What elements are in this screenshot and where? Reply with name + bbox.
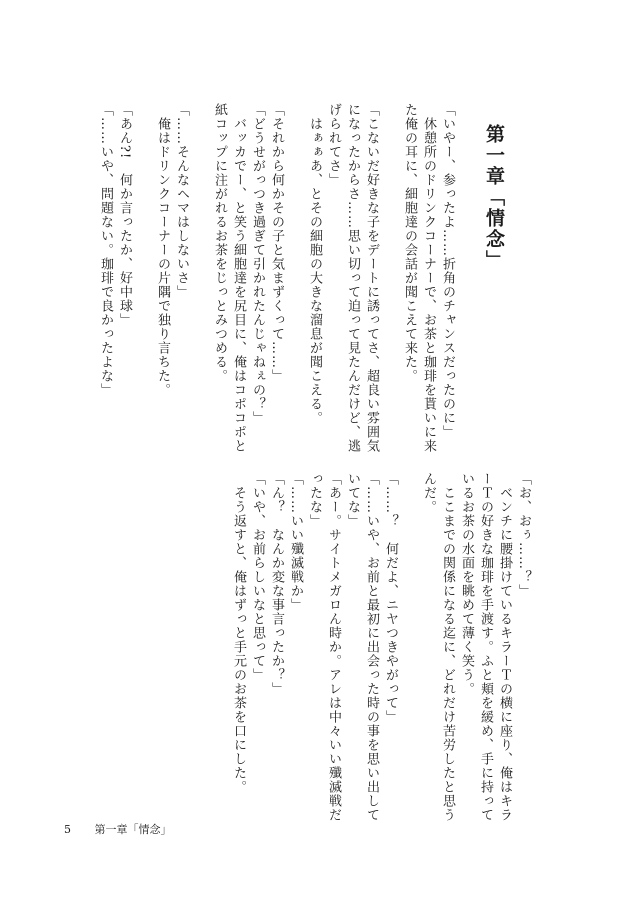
running-head: 第一章「情念」 (94, 823, 172, 836)
text-column: 「どうせがっつき過ぎて引かれたんじゃねぇの？」 (250, 103, 265, 425)
text-column: 「……？ 何だよ、ニヤつきやがって」 (383, 472, 398, 724)
text-column: そう返すと、俺はずっと手元のお茶を口にした。 (231, 472, 246, 794)
text-column: 「いやー、参ったよ……折角のチャンスだったのに」 (440, 103, 455, 439)
text-column: 「……いや、問題ない。珈琲で良かったよな」 (98, 103, 113, 397)
text-column: 休憩所のドリンクコーナーで、お茶と珈琲を貰いに来 (421, 103, 436, 453)
text-column: 「あー。サイトメガロん時か。アレは中々いい殲滅戦だ (326, 472, 341, 822)
text-column: はぁぁあ、とその細胞の大きな溜息が聞こえる。 (307, 103, 322, 425)
text-column: バッカでー、と笑う細胞達を尻目に、俺はコポコポと (231, 103, 246, 453)
text-column: 「……いや、お前と最初に出会った時の事を思い出して (364, 472, 379, 822)
text-column: 「いや、お前らしいなと思って」 (250, 472, 265, 682)
page-number: 5 (64, 823, 71, 836)
page-footer (64, 821, 172, 837)
text-column: 紙コップに注がれるお茶をじっとみつめる。 (212, 103, 227, 383)
chapter-title: 第一章「情念」 (483, 124, 505, 271)
text-column: 俺はドリンクコーナーの片隅で独り言ちた。 (155, 103, 170, 397)
text-column: 「こないだ好きな子をデートに誘ってさ、超良い雰囲気 (364, 103, 379, 453)
text-column: いてな」 (345, 472, 360, 528)
text-column: 「……いい殲滅戦か」 (288, 472, 303, 612)
text-column: た俺の耳に、細胞達の会話が聞こえて来た。 (402, 103, 417, 383)
text-column: ったな」 (307, 472, 322, 528)
text-column: 「お、おぅ……？」 (516, 472, 531, 598)
text-column: ベンチに腰掛けているキラーＴの横に座り、俺はキラ (497, 472, 512, 822)
text-column: んだ。 (421, 472, 436, 514)
text-column: げられてさ」 (326, 103, 341, 187)
text-column: になったからさ……思い切って迫って見たんだけど、逃 (345, 103, 360, 453)
text-column: 「ん？ なんか変な事言ったか？」 (269, 472, 284, 696)
text-column: ーＴの好きな珈琲を手渡す。ふと頬を緩め、手に持って (478, 472, 493, 822)
text-column: 「それから何かその子と気まずくって……」 (269, 103, 284, 383)
text-column: 「あん?! 何か言ったか、好中球」 (117, 103, 132, 328)
text-column: いるお茶の水面を眺めて薄く笑う。 (459, 472, 474, 696)
text-column: 「……そんなヘマはしないさ」 (174, 103, 189, 299)
text-column: ここまでの関係になる迄に、どれだけ苦労したと思う (440, 472, 455, 822)
